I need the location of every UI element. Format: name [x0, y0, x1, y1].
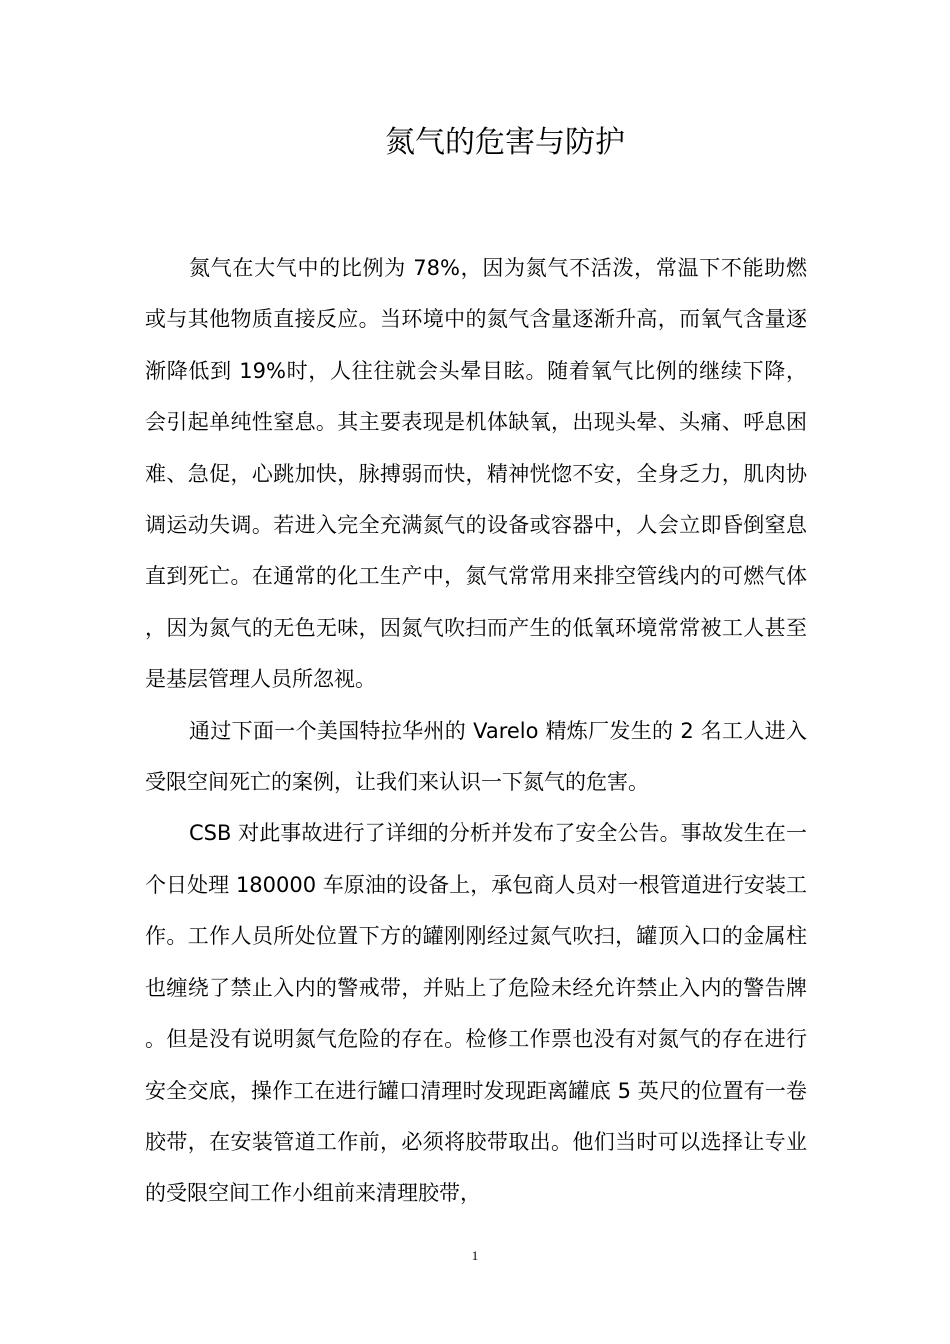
page-number: 1 — [471, 1248, 479, 1263]
paragraph-2: 通过下面一个美国特拉华州的 Varelo 精炼厂发生的 2 名工人进入受限空间死亡的案例，让我们来认识一下氮气的危害。 — [145, 718, 807, 795]
paragraph-3: CSB 对此事故进行了详细的分析并发布了安全公告。事故发生在一个日处理 180000 车原油的设备上，承包商人员对一根管道进行安装工作。工作人员所处位置下方的罐刚刚经过氮气吹扫，罐顶入口的金属柱也缠绕了禁止入内的警戒带，并贴上了危险未经允许禁止入内的警告牌。但是没有说明氮气危险的存在。检修工作票也没有对氮气的存在进行安全交底，操作工在进行罐口清理时发现距离罐底 5 英尺的位置有一卷胶带，在安装管道工作前，必须将胶带取出。他们当时可以选择让专业的受限空间工作小组前来清理胶带， — [145, 821, 807, 1206]
document-body — [145, 243, 807, 1220]
paragraph-1: 氮气在大气中的比例为 78%，因为氮气不活泼，常温下不能助燃或与其他物质直接反应。当环境中的氮气含量逐渐升高，而氧气含量逐渐降低到 19%时，人往往就会头晕目眩。随着氧气比例的继续下降，会引起单纯性窒息。其主要表现是机体缺氧，出现头晕、头痛、呼息困难、急促，心跳加快，脉搏弱而快，精神恍惚不安，全身乏力，肌肉协调运动失调。若进入完全充满氮气的设备或容器中，人会立即昏倒窒息直到死亡。在通常的化工生产中，氮气常常用来排空管线内的可燃气体，因为氮气的无色无味，因氮气吹扫而产生的低氧环境常常被工人甚至是基层管理人员所忽视。 — [145, 256, 807, 692]
document-title: 氮气的危害与防护 — [385, 125, 625, 160]
